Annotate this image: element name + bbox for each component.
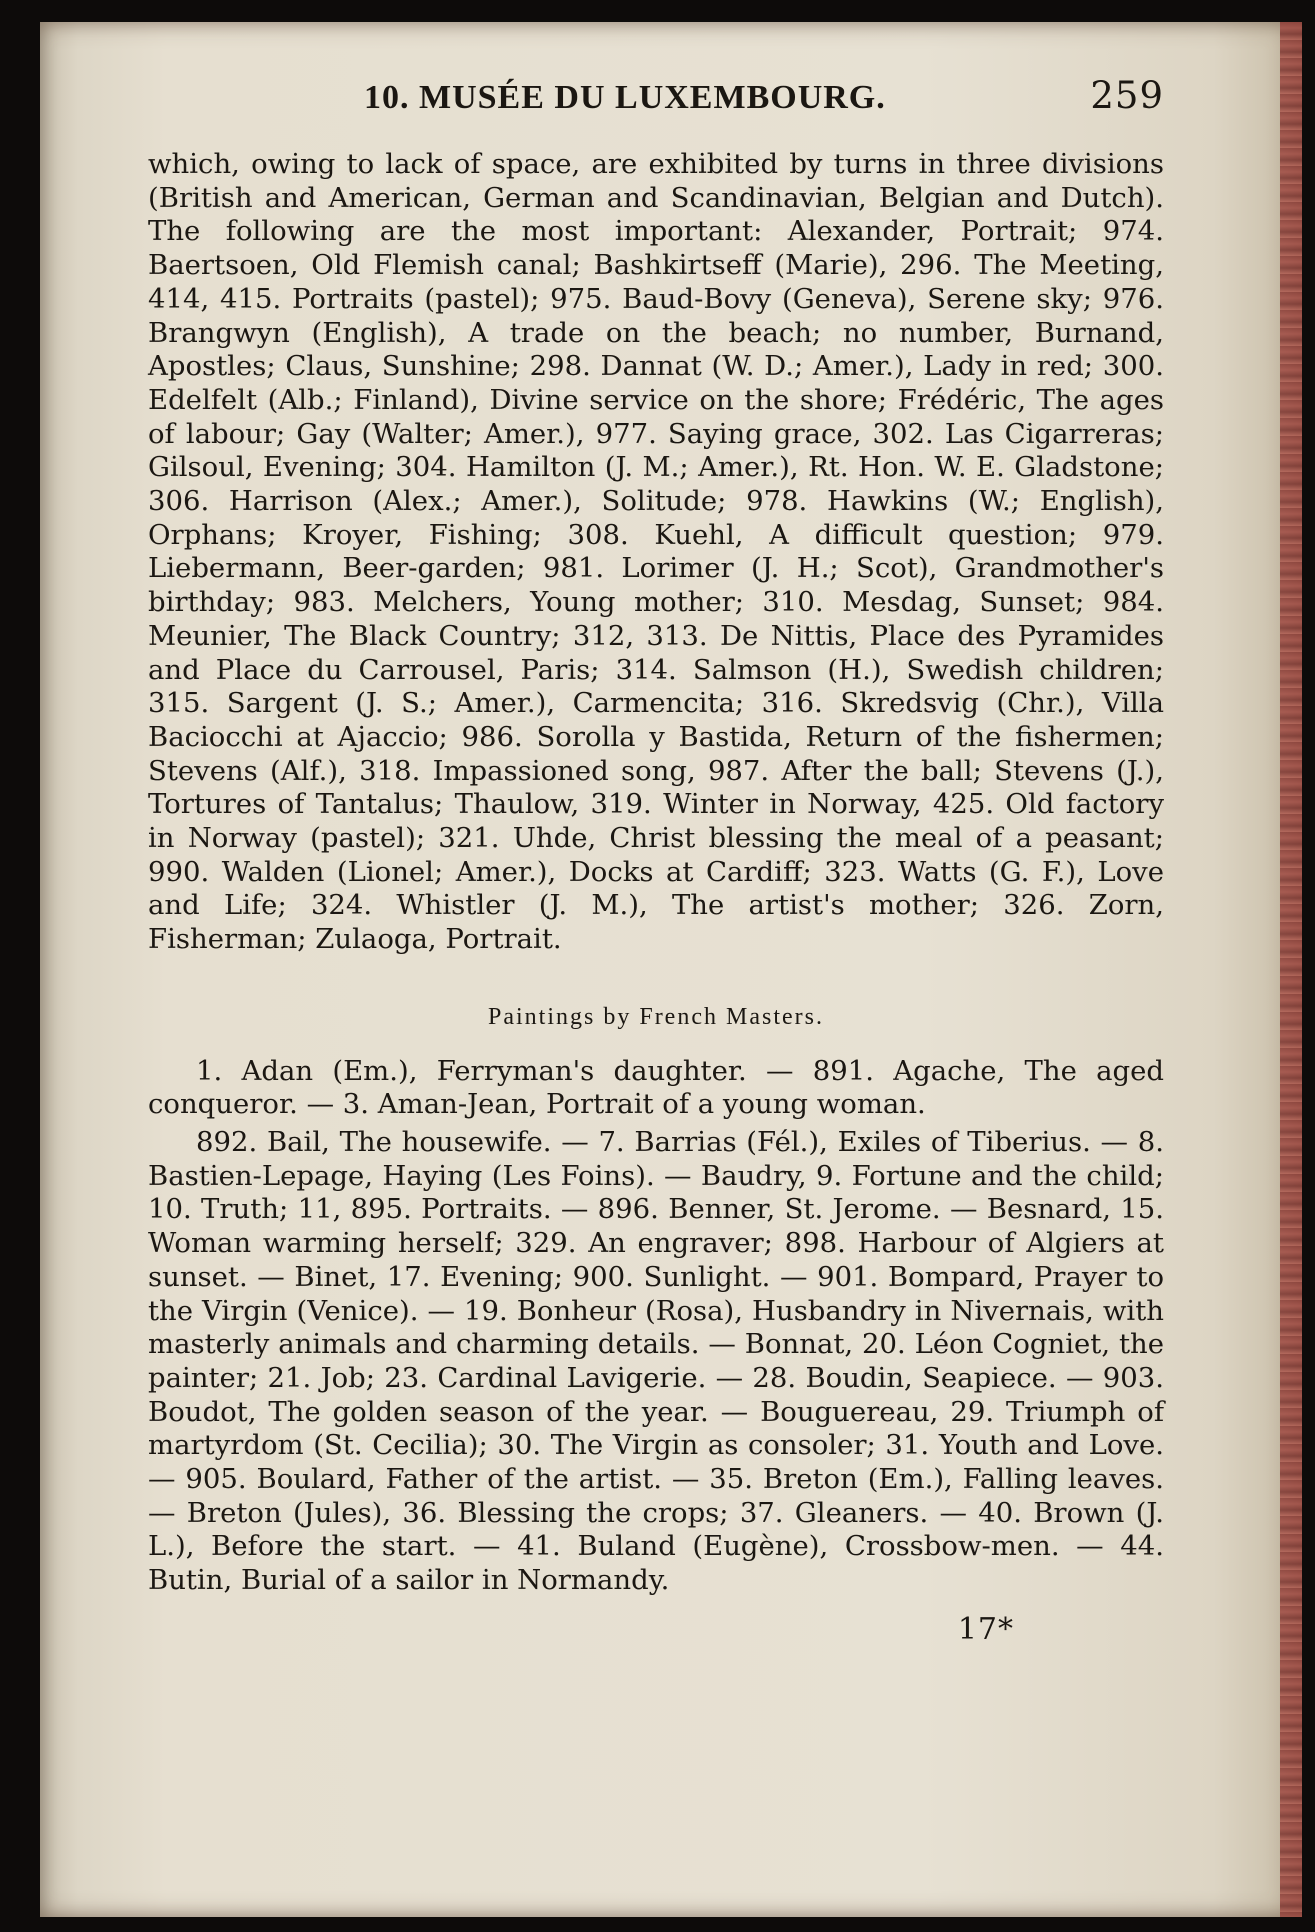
page-number: 259 xyxy=(1090,74,1164,117)
signature-mark: 17* xyxy=(957,1611,1014,1647)
running-title: 10. MUSÉE DU LUXEMBOURG. xyxy=(364,79,886,116)
page-binding-edge xyxy=(1280,22,1302,1917)
french-paragraph-1: 1. Adan (Em.), Ferryman's daughter. — 891. Agache, The aged conqueror. — 3. Aman-Jean, Portrait of a young woman. xyxy=(148,1054,1164,1121)
page-content xyxy=(148,74,1164,1647)
foreign-paintings-paragraph: which, owing to lack of space, are exhibited by turns in three divisions (British and American, German and Scandinavian, Belgian and Dutch). The following are the most important: Alexander, Portrait; 974. Baertsoen, Old Flemish canal; Bashkirtseff (Marie), 296. The Meeting, 414, 415. Portraits (pastel); 975. Baud-Bovy (Geneva), Serene sky; 976. Brangwyn (English), A trade on the beach; no number, Burnand, Apostles; Claus, Sunshine; 298. Dannat (W. D.; Amer.), Lady in red; 300. Edelfelt (Alb.; Finland), Divine service on the shore; Frédéric, The ages of labour; Gay (Walter; Amer.), 977. Saying grace, 302. Las Cigarreras; Gilsoul, Evening; 304. Hamilton (J. M.; Amer.), Rt. Hon. W. E. Gladstone; 306. Harrison (Alex.; Amer.), Solitude; 978. Hawkins (W.; English), Orphans; Kroyer, Fishing; 308. Kuehl, A difficult question; 979. Liebermann, Beer-garden; 981. Lorimer (J. H.; Scot), Grandmother's birthday; 983. Melchers, Young mother; 310. Mesdag, Sunset; 984. Meunier, The Black Country; 312, 313. De Nittis, Place des Pyramides and Place du Carrousel, Paris; 314. Salmson (H.), Swedish children; 315. Sargent (J. S.; Amer.), Carmencita; 316. Skredsvig (Chr.), Villa Baciocchi at Ajaccio; 986. Sorolla y Bastida, Return of the fishermen; Stevens (Alf.), 318. Impassioned song, 987. After the ball; Stevens (J.), Tortures of Tantalus; Thaulow, 319. Winter in Norway, 425. Old factory in Norway (pastel); 321. Uhde, Christ blessing the meal of a peasant; 990. Walden (Lionel; Amer.), Docks at Cardiff; 323. Watts (G. F.), Love and Life; 324. Whistler (J. M.), The artist's mother; 326. Zorn, Fisherman; Zulaoga, Portrait. xyxy=(148,148,1164,956)
running-header xyxy=(148,74,1164,144)
section-heading: Paintings by French Masters. xyxy=(488,1003,824,1030)
book-page xyxy=(40,22,1302,1917)
page-body xyxy=(148,148,1164,1598)
french-paragraph-2: 892. Bail, The housewife. — 7. Barrias (Fél.), Exiles of Tiberius. — 8. Bastien-Lepage, Haying (Les Foins). — Baudry, 9. Fortune and the child; 10. Truth; 11, 895. Portraits. — 896. Benner, St. Jerome. — Besnard, 15. Woman warming herself; 329. An engraver; 898. Harbour of Algiers at sunset. — Binet, 17. Evening; 900. Sunlight. — 901. Bompard, Prayer to the Virgin (Venice). — 19. Bonheur (Rosa), Husbandry in Nivernais, with masterly animals and charming details. — Bonnat, 20. Léon Cogniet, the painter; 21. Job; 23. Cardinal Lavigerie. — 28. Boudin, Seapiece. — 903. Boudot, The golden season of the year. — Bouguereau, 29. Triumph of martyrdom (St. Cecilia); 30. The Virgin as consoler; 31. Youth and Love. — 905. Boulard, Father of the artist. — 35. Breton (Em.), Falling leaves. — Breton (Jules), 36. Blessing the crops; 37. Gleaners. — 40. Brown (J. L.), Before the start. — 41. Buland (Eugène), Crossbow-men. — 44. Butin, Burial of a sailor in Normandy. xyxy=(148,1125,1164,1597)
